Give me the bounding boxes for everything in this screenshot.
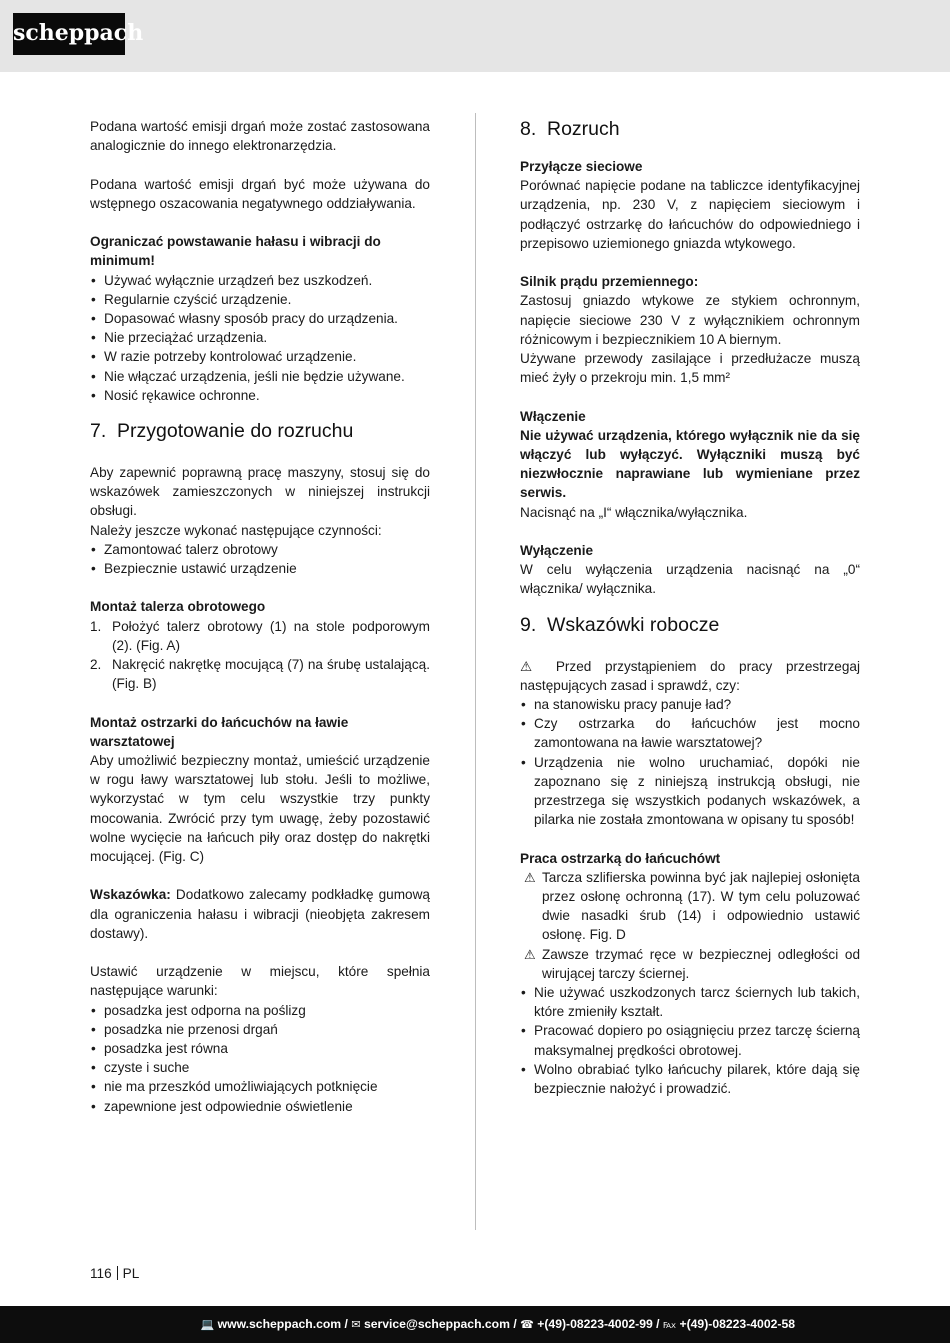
footer-fax: +(49)-08223-4002-58 (679, 1317, 795, 1331)
footer-separator: / (509, 1317, 521, 1331)
switch-off-heading: Wyłączenie (520, 543, 594, 559)
step-number: 2. (90, 657, 102, 673)
brand-logo: scheppach (13, 13, 125, 55)
left-column (90, 117, 430, 1116)
list-item: • nie ma przeszkód umożliwiających potknięcie (90, 1077, 430, 1096)
footer-phone: +(49)-08223-4002-99 (537, 1317, 653, 1331)
list-item: • na stanowisku pracy panuje ład? (520, 695, 860, 714)
ac-motor-heading: Silnik prądu przemiennego: (520, 274, 699, 290)
switch-off-text: W celu wyłączenia urządzenia nacisnąć na „0“ włącznika/ wyłącznika. (520, 562, 860, 597)
mount-bench-heading: Montaż ostrzarki do łańcuchów na ławie warsztatowej (90, 714, 349, 749)
placement-intro: Ustawić urządzenie w miejscu, które spełnia następujące warunki: (90, 964, 430, 999)
list-item: • Urządzenia nie wolno uruchamiać, dopóki nie zapoznano się z niniejszą instrukcją obsługi, nie przestrzega się wszystkich podanych wskazówek, a pilarka nie została zmontowana w opisany tu sposób! (520, 753, 860, 830)
hint-text: Dodatkowo zalecamy podkładkę gumową dla ograniczenia hałasu i wibracji (nieobjęta zakresem dostawy). (90, 887, 430, 941)
vibration-note-1: Podana wartość emisji drgań może zostać zastosowana analogicznie do innego elektronarzędzia. (90, 119, 430, 154)
page-number-value: 116 (90, 1266, 112, 1281)
list-item: • Bezpiecznie ustawić urządzenie (90, 559, 430, 578)
warning-icon: ⚠ (524, 946, 536, 962)
section-title-text: Przygotowanie do rozruchu (117, 420, 354, 443)
fax-icon: ℻ (662, 1319, 677, 1331)
footer-separator: / (652, 1317, 663, 1331)
mount-plate-heading: Montaż talerza obrotowego (90, 599, 266, 615)
page-number-separator (117, 1266, 118, 1280)
footer-contact-line (201, 1316, 795, 1334)
list-item: • Czy ostrzarka do łańcuchów jest mocno zamontowana na ławie warsztatowej? (520, 714, 860, 752)
list-item: • Regularnie czyścić urządzenie. (90, 290, 430, 309)
list-item: • Używać wyłącznie urządzeń bez uszkodzeń. (90, 271, 430, 290)
section-title-text: Wskazówki robocze (547, 613, 720, 636)
work-list (520, 983, 860, 1098)
list-item: • Nie przeciążać urządzenia. (90, 328, 430, 347)
mount-plate-steps (90, 617, 430, 694)
footer-separator: / (341, 1317, 352, 1331)
list-item: • Zamontować talerz obrotowy (90, 540, 430, 559)
right-column (520, 117, 860, 1098)
footer-email-link[interactable]: service@scheppach.com (363, 1317, 510, 1331)
vibration-note-2: Podana wartość emisji drgań być może używana do wstępnego oszacowania negatywnego oddziaływania. (90, 176, 430, 211)
step-number: 1. (90, 618, 102, 634)
step-text: Nakręcić nakrętkę mocującą (7) na śrubę ustalającą. (Fig. B) (112, 657, 430, 692)
list-item (90, 617, 430, 655)
section-7-task-list (90, 540, 430, 578)
list-item (520, 868, 860, 945)
section-9-intro (520, 657, 860, 695)
work-heading: Praca ostrzarką do łańcuchówt (520, 850, 721, 866)
footer-website-link[interactable]: www.scheppach.com (217, 1317, 342, 1331)
warning-icon: ⚠ (524, 869, 536, 885)
mount-bench-text: Aby umożliwić bezpieczny montaż, umieścić urządzenie w rogu ławy warsztatowej lub stołu. Jeśli to możliwe, wykorzystać w tym celu wszystkie trzy punkty mocowania. Zwrócić przy tym uwagę, żeby pozostawić wolne wycięcie na łańcuch piły oraz dostęp do nakrętki mocującej. (Fig. C) (90, 753, 430, 865)
mail-icon: ✉ (351, 1319, 361, 1331)
page-number (90, 1265, 139, 1283)
section-number: 7. (90, 420, 107, 443)
list-item: • posadzka jest równa (90, 1039, 430, 1058)
list-item: • Wolno obrabiać tylko łańcuchy pilarek, które dają się bezpiecznie nałożyć i prowadzić. (520, 1060, 860, 1098)
list-item: • posadzka jest odporna na poślizg (90, 1001, 430, 1020)
section-7-tasks-intro: Należy jeszcze wykonać następujące czynności: (90, 522, 382, 538)
warning-text: Zawsze trzymać ręce w bezpiecznej odległości od wirującej tarczy ściernej. (542, 946, 860, 981)
list-item: • posadzka nie przenosi drgań (90, 1020, 430, 1039)
ac-motor-text-2: Używane przewody zasilające i przedłużacze muszą mieć żyły o przekroju min. 1,5 mm² (520, 351, 860, 386)
list-item (90, 655, 430, 693)
list-item: • Nie włączać urządzenia, jeśli nie będzie używane. (90, 367, 430, 386)
limit-noise-heading: Ograniczać powstawanie hałasu i wibracji do minimum! (90, 234, 381, 269)
section-title-text: Rozruch (547, 118, 620, 140)
section-9-check-list (520, 695, 860, 829)
list-item: • zapewnione jest odpowiednie oświetlenie (90, 1097, 430, 1116)
section-9-intro-text: Przed przystąpieniem do pracy przestrzegaj następujących zasad i sprawdź, czy: (520, 658, 861, 693)
switch-on-warning: Nie używać urządzenia, którego wyłącznik nie da się włączyć lub wyłączyć. Wyłączniki muszą być niezwłocznie naprawiane lub wymieniane przez serwis. (520, 427, 860, 501)
computer-icon: 💻 (200, 1319, 215, 1331)
mains-text: Porównać napięcie podane na tabliczce identyfikacyjnej urządzenia, np. 230 V, z napięciem sieciowym i podłączyć ostrzarkę do łańcuchów do odpowiedniego i przepisowo uziemionego gniazda wtykowego. (520, 178, 860, 251)
phone-icon: ☎ (520, 1319, 534, 1331)
warning-icon: ⚠ (520, 658, 543, 674)
list-item: • Pracować dopiero po osiągnięciu przez tarczę ścierną maksymalnej prędkości obrotowej. (520, 1021, 860, 1059)
section-7-title (90, 419, 430, 443)
page-footer (0, 1306, 950, 1343)
hint-paragraph (90, 885, 430, 943)
limit-noise-list (90, 271, 430, 405)
page-language: PL (122, 1266, 140, 1281)
section-number: 8. (520, 118, 537, 140)
column-divider (475, 113, 476, 1230)
list-item: • Nosić rękawice ochronne. (90, 386, 430, 405)
section-9-title (520, 613, 860, 637)
mains-heading: Przyłącze sieciowe (520, 159, 643, 174)
switch-on-heading: Włączenie (520, 408, 586, 424)
section-number: 9. (520, 613, 537, 636)
section-7-intro: Aby zapewnić poprawną pracę maszyny, stosuj się do wskazówek zamieszczonych w niniejszej instrukcji obsługi. (90, 465, 430, 519)
step-text: Położyć talerz obrotowy (1) na stole podporowym (2). (Fig. A) (112, 618, 430, 653)
switch-on-text: Nacisnąć na „I“ włącznika/wyłącznika. (520, 504, 748, 520)
placement-list (90, 1001, 430, 1116)
page-header (0, 0, 950, 72)
list-item: • Nie używać uszkodzonych tarcz ściernych lub takich, które zmieniły kształt. (520, 983, 860, 1021)
work-warning-list (520, 868, 860, 983)
list-item: • Dopasować własny sposób pracy do urządzenia. (90, 309, 430, 328)
ac-motor-text-1: Zastosuj gniazdo wtykowe ze stykiem ochronnym, napięcie sieciowe 230 V z wyłącznikiem ochronnym różnicowym i bezpiecznikiem 10 A biernym. (520, 293, 860, 347)
list-item: • W razie potrzeby kontrolować urządzenie. (90, 347, 430, 366)
list-item (520, 945, 860, 983)
section-8-title (520, 117, 860, 141)
warning-text: Tarcza szlifierska powinna być jak najlepiej osłonięta przez osłonę ochronną (17). W tym celu poluzować dwie nasadki śrub (14) i odpowiednio ustawić osłonę. Fig. D (542, 869, 860, 943)
list-item: • czyste i suche (90, 1058, 430, 1077)
hint-label: Wskazówka: (90, 887, 171, 903)
